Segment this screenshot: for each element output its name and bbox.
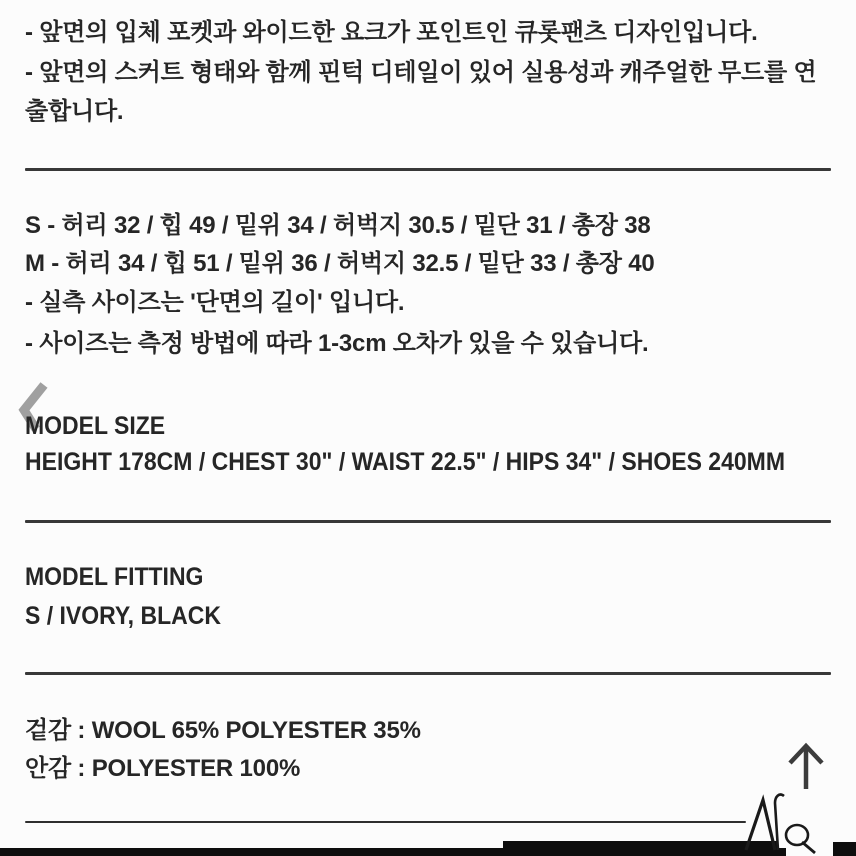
model-fitting-detail: S / IVORY, BLACK: [25, 602, 221, 630]
section-divider: [25, 520, 831, 523]
bottom-bar-right-segment: [833, 842, 856, 856]
size-note: - 사이즈는 측정 방법에 따라 1-3cm 오차가 있을 수 있습니다.: [25, 330, 649, 357]
section-divider: [25, 168, 831, 171]
description-line: - 앞면의 스커트 형태와 함께 핀턱 디테일이 있어 실용성과 캐주얼한 무드를 연출합니다.: [25, 58, 817, 125]
fabric-lining: 안감 : POLYESTER 100%: [25, 755, 301, 782]
size-row-m: M - 허리 34 / 힙 51 / 밑위 36 / 허벅지 32.5 / 밑단 33 / 총장 40: [25, 250, 655, 277]
section-divider: [25, 821, 746, 823]
size-row-s: S - 허리 32 / 힙 49 / 밑위 34 / 허벅지 30.5 / 밑단 31 / 총장 38: [25, 212, 651, 239]
model-size-detail: HEIGHT 178CM / CHEST 30" / WAIST 22.5" / HIPS 34" / SHOES 240MM: [25, 448, 785, 476]
brand-logo-icon: [740, 790, 824, 854]
bottom-bar: [0, 848, 786, 856]
scroll-top-arrow-icon[interactable]: [784, 741, 828, 791]
product-description: [25, 13, 839, 132]
section-divider: [25, 672, 831, 675]
model-size-heading: MODEL SIZE: [25, 412, 166, 440]
size-note: - 실측 사이즈는 '단면의 길이' 입니다.: [25, 289, 405, 316]
description-line: - 앞면의 입체 포켓과 와이드한 요크가 포인트인 큐롯팬츠 디자인입니다.: [25, 19, 758, 46]
model-fitting-heading: MODEL FITTING: [25, 563, 204, 591]
fabric-outer: 겉감 : WOOL 65% POLYESTER 35%: [25, 717, 421, 744]
